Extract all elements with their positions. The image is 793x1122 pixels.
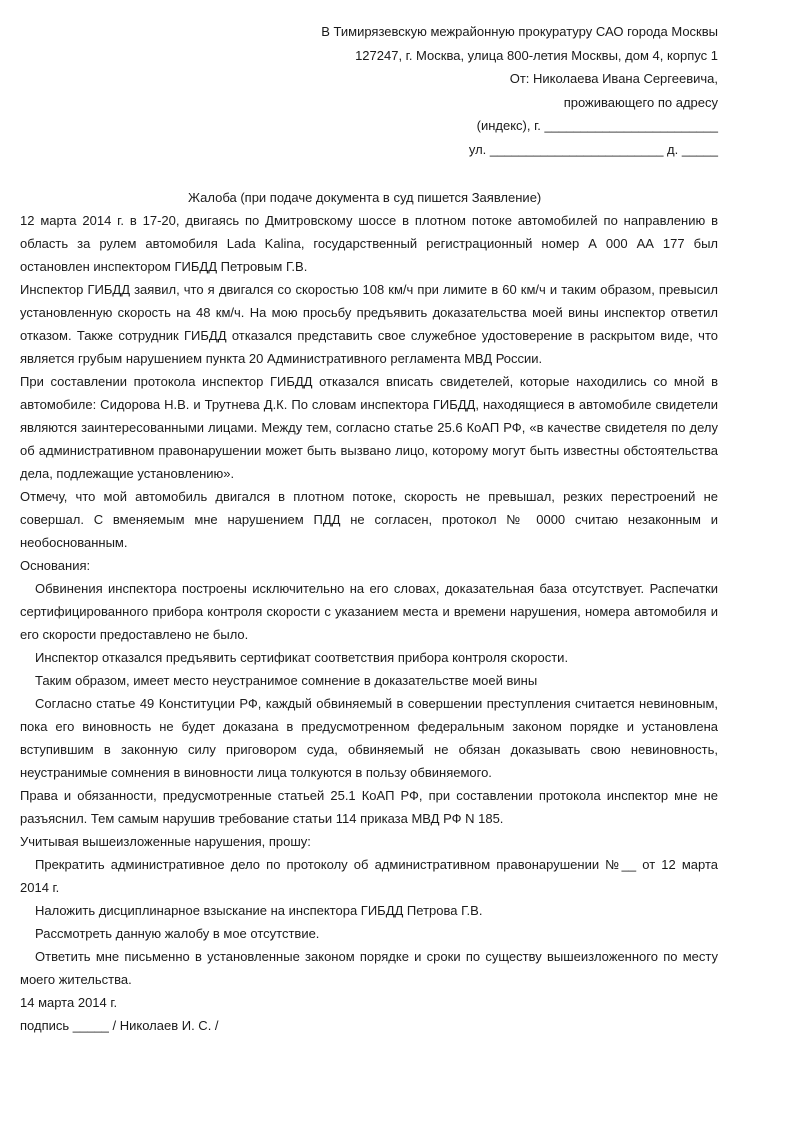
paragraph-rights: Права и обязанности, предусмотренные статьей 25.1 КоАП РФ, при составлении протокола инспектор мне не разъяснил. Тем самым нарушив требование статьи 114 приказа МВД РФ N 185. — [20, 788, 718, 826]
request-item-reply: Ответить мне письменно в установленные законом порядке и сроки по существу вышеизложенного по месту моего жительства. — [20, 949, 718, 987]
document-date: 14 марта 2014 г. — [20, 995, 118, 1010]
request-item-absence: Рассмотреть данную жалобу в мое отсутствие. — [35, 926, 320, 941]
paragraph-constitution: Согласно статье 49 Конституции РФ, каждый обвиняемый в совершении преступления считается невиновным, пока его виновность не будет доказана в предусмотренном федеральным законом порядке и установлена вступившим в законную силу приговором суда, обвиняемый не обязан доказывать свою невиновность, неустранимые сомнения в виновности лица толкуются в пользу обвиняемого. — [20, 696, 718, 780]
addressee-address: 127247, г. Москва, улица 800-летия Москвы, дом 4, корпус 1 — [355, 47, 718, 63]
signature-line: подпись _____ / Николаев И. С. / — [20, 1018, 219, 1033]
sender-name: От: Николаева Ивана Сергеевича, — [509, 71, 718, 86]
document-body — [20, 209, 718, 1037]
paragraph-grounds-heading: Основания: — [20, 558, 91, 573]
paragraph-no-certificate: Инспектор отказался предъявить сертификат соответствия прибора контроля скорости. — [35, 650, 569, 665]
request-item-terminate-case: Прекратить административное дело по протоколу об административном правонарушении №__ от 12 марта 2014 г. — [20, 857, 718, 895]
paragraph-witnesses: При составлении протокола инспектор ГИБДД отказался вписать свидетелей, которые находились со мной в автомобиле: Сидорова Н.В. и Трутнева Д.К. По словам инспектора ГИБДД, находящиеся в автомобиле свидетели являются заинтересованными лицами. Между тем, согласно статье 25.6 КоАП РФ, «в качестве свидетеля по делу об административном правонарушении может быть вызвано лицо, которому могут быть известны обстоятельства дела, подлежащие установлению». — [20, 374, 718, 481]
addressee-office: В Тимирязевскую межрайонную прокуратуру САО города Москвы — [321, 24, 718, 39]
addressee-block — [20, 20, 718, 161]
paragraph-doubt: Таким образом, имеет место неустранимое сомнение в доказательстве моей вины — [35, 673, 538, 688]
paragraph-no-evidence: Обвинения инспектора построены исключительно на его словах, доказательная база отсутствует. Распечатки сертифицированного прибора контроля скорости с указанием места и времени нарушения, номера автомобиля и его скорости предоставлено не было. — [20, 581, 718, 642]
document-page — [20, 20, 718, 1037]
paragraph-inspector-claim: Инспектор ГИБДД заявил, что я двигался со скоростью 108 км/ч при лимите в 60 км/ч и таким образом, превысил установленную скорость на 48 км/ч. На мою просьбу предъявить доказательства моей вины инспектор ответил отказом. Также сотрудник ГИБДД отказался представить свое служебное удостоверение в раскрытом виде, что является грубым нарушением пункта 20 Административного регламента МВД России. — [20, 282, 718, 366]
sender-city-line: (индекс), г. ________________________ — [476, 118, 718, 133]
paragraph-incident: 12 марта 2014 г. в 17-20, двигаясь по Дмитровскому шоссе в плотном потоке автомобилей по направлению в область за рулем автомобиля Lada Kalina, государственный регистрационный номер А 000 АА 177 был остановлен инспектором ГИБДД Петровым Г.В. — [20, 213, 718, 274]
request-item-discipline: Наложить дисциплинарное взыскание на инспектора ГИБДД Петрова Г.В. — [35, 903, 483, 918]
sender-street-line: ул. ________________________ д. _____ — [468, 141, 718, 157]
sender-address-label: проживающего по адресу — [563, 94, 718, 110]
paragraph-request-heading: Учитывая вышеизложенные нарушения, прошу: — [20, 834, 311, 849]
paragraph-disagreement: Отмечу, что мой автомобиль двигался в плотном потоке, скорость не превышал, резких перестроений не совершал. С вменяемым мне нарушением ПДД не согласен, протокол № 0000 считаю незаконным и необоснованным. — [20, 489, 718, 550]
document-title: Жалоба (при подаче документа в суд пишется Заявление) — [188, 190, 542, 205]
